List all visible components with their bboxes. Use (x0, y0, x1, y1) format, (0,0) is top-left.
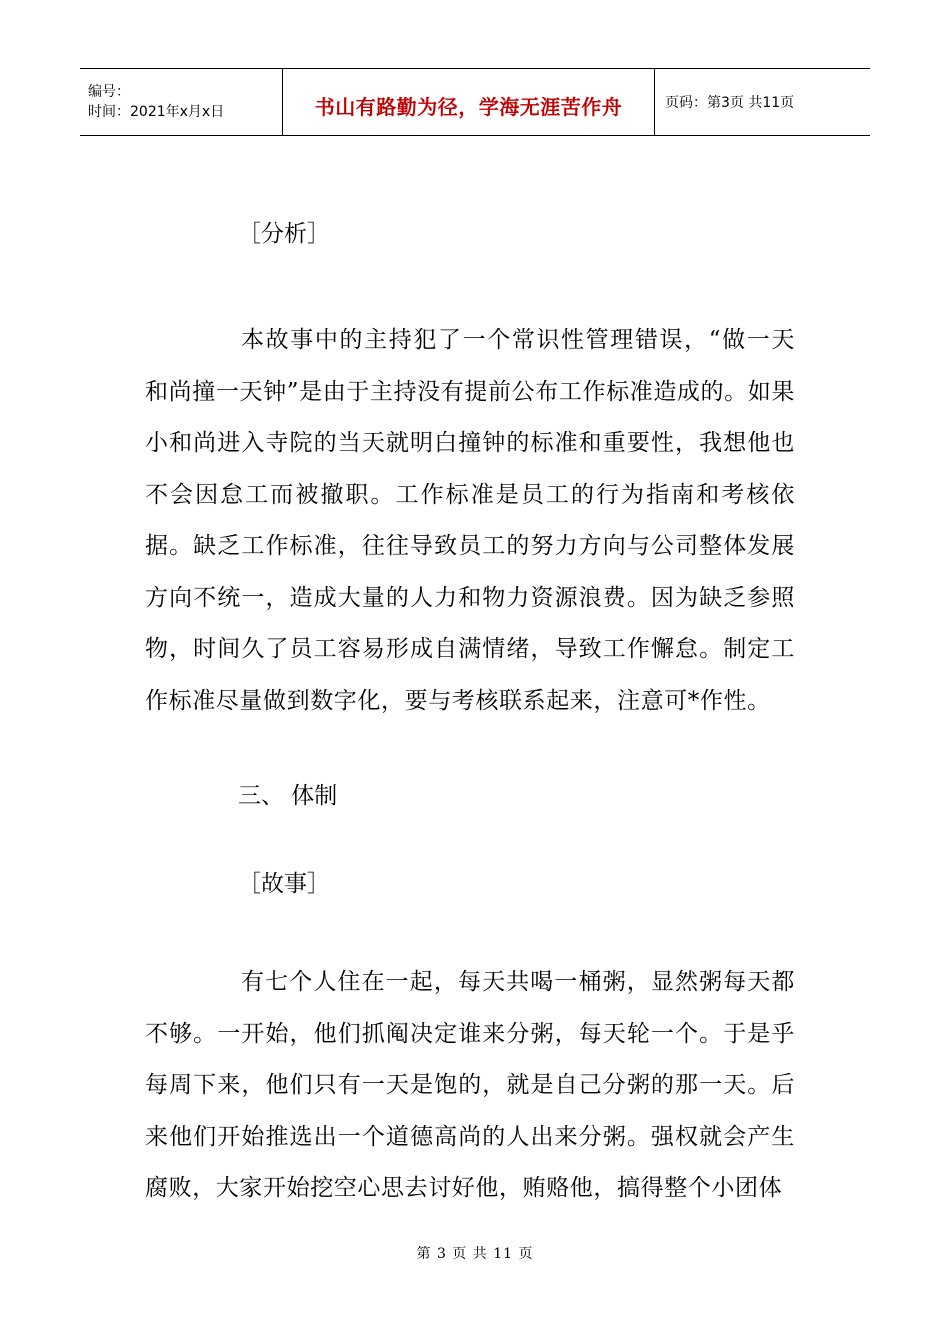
analysis-paragraph: 本故事中的主持犯了一个常识性管理错误，“做一天和尚撞一天钟”是由于主持没有提前公布工作标准造成的。如果小和尚进入寺院的当天就明白撞钟的标准和重要性，我想他也不会因怠工而被撤职。工作标准是员工的行为指南和考核依据。缺乏工作标准，往往导致员工的努力方向与公司整体发展方向不统一，造成大量的人力和物力资源浪费。因为缺乏参照物，时间久了员工容易形成自满情绪，导致工作懈怠。制定工作标准尽量做到数字化，要与考核联系起来，注意可*作性。 (145, 327, 795, 714)
header-meta (80, 69, 282, 135)
header-number-label: 编号： (88, 84, 130, 100)
header-date-label: 时间：2021年x月x日 (88, 104, 225, 120)
story-label: ［故事］ (238, 871, 330, 897)
document-header (80, 68, 870, 136)
header-page-info: 页码：第3页 共11页 (665, 95, 795, 111)
page-footer: 第 3 页 共 11 页 (416, 1246, 534, 1262)
header-motto-cell (282, 69, 655, 135)
header-motto: 书山有路勤为径，学海无涯苦作舟 (314, 94, 623, 119)
analysis-label: ［分析］ (238, 221, 330, 247)
section-heading: 三、 体制 (238, 783, 338, 809)
document-body (145, 205, 795, 1215)
story-paragraph: 有七个人住在一起，每天共喝一桶粥，显然粥每天都不够。一开始，他们抓阄决定谁来分粥，每天轮一个。于是乎每周下来，他们只有一天是饱的，就是自己分粥的那一天。后来他们开始推选出一个道德高尚的人出来分粥。强权就会产生腐败，大家开始挖空心思去讨好他，贿赂他，搞得整个小团体 (145, 969, 795, 1201)
